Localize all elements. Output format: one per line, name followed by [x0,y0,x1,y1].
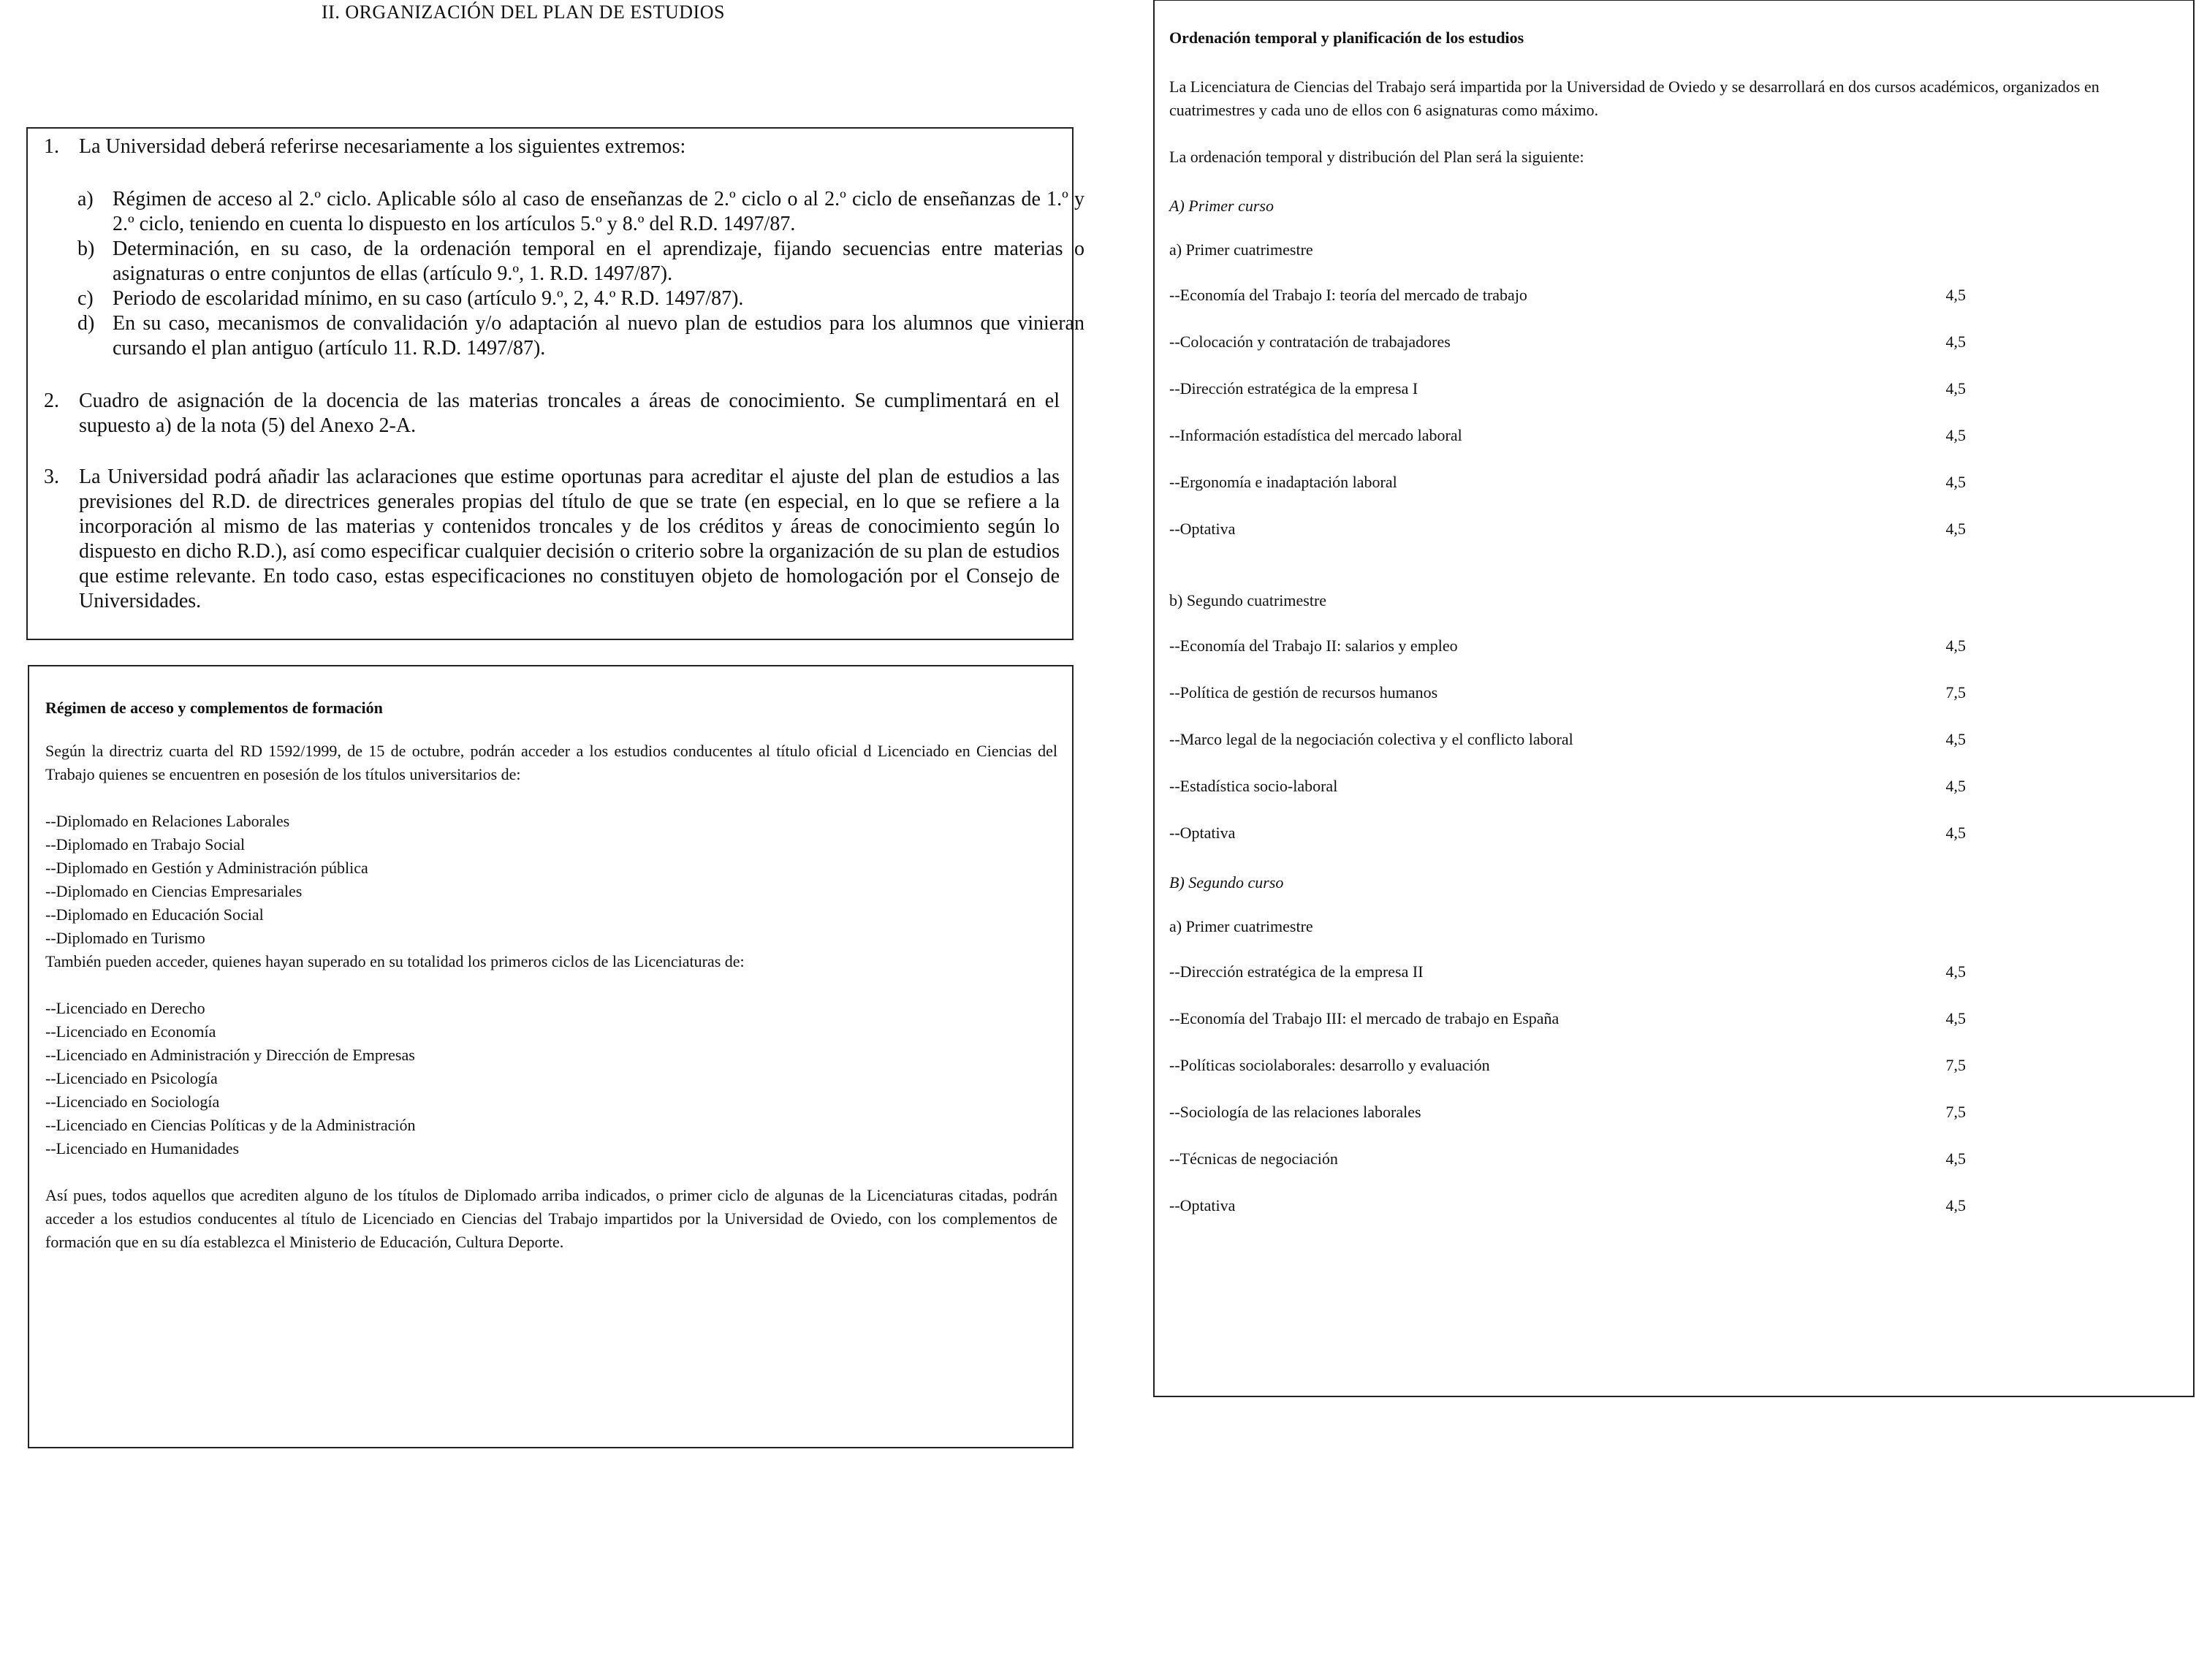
course-credits: 4,5 [1945,962,1966,981]
course-name: --Marco legal de la negociación colectiva y el conflicto laboral [1169,730,1573,748]
course-name: --Política de gestión de recursos humanos [1169,683,1438,702]
ordenacion-distribucion: La ordenación temporal y distribución del Plan será la siguiente: [1169,148,1584,166]
curso1-cuat2-heading: b) Segundo cuatrimestre [1169,591,1327,609]
course-name: --Dirección estratégica de la empresa II [1169,962,1424,981]
sub-text: En su caso, mecanismos de convalidación y/o adaptación al nuevo plan de estudios para los alumnos que vinieran cursando el plan antiguo (artículo 11. R.D. 1497/87). [113,312,1084,360]
course-credits: 4,5 [1945,777,1966,795]
sub-text: Régimen de acceso al 2.º ciclo. Aplicable sólo al caso de enseñanzas de 2.º ciclo o al 2.º ciclo de enseñanzas de 1.º y 2.º ciclo, teniendo en cuenta lo dispuesto en los artículos 5.º y 8.º del R.D. 1497/87. [113,188,1084,235]
curso1-heading: A) Primer curso [1169,197,1274,215]
course-row [1169,730,1966,753]
course-name: --Optativa [1169,824,1236,842]
course-row [1169,1056,1966,1079]
list-item: --Diplomado en Trabajo Social [45,835,246,854]
course-row [1169,636,1966,660]
sub-text: Determinación, en su caso, de la ordenación temporal en el aprendizaje, fijando secuencias entre materias o asignaturas o entre conjuntos de ellas (artículo 9.º, 1. R.D. 1497/87). [113,237,1084,285]
course-name: --Optativa [1169,1196,1236,1215]
acceso-box [28,665,1074,1448]
course-row [1169,777,1966,800]
ordenacion-title: Ordenación temporal y planificación de los estudios [1169,28,1524,47]
curso2-cuat1-heading: a) Primer cuatrimestre [1169,917,1313,935]
list-item: --Licenciado en Derecho [45,999,205,1017]
course-name: --Técnicas de negociación [1169,1149,1338,1168]
sub-label: b) [77,237,95,260]
course-row [1169,520,1966,543]
list-item: --Diplomado en Gestión y Administración pública [45,859,368,877]
curso1-cuat1-heading: a) Primer cuatrimestre [1169,240,1313,259]
list-item: --Diplomado en Turismo [45,929,205,947]
instruction-number: 1. [44,135,59,158]
course-row [1169,1196,1966,1220]
curso2-heading: B) Segundo curso [1169,873,1284,892]
list-item: --Licenciado en Economía [45,1022,216,1041]
sub-label: d) [77,312,95,335]
list-item: --Licenciado en Sociología [45,1092,220,1111]
course-credits: 4,5 [1945,473,1966,491]
licenciados-list [45,997,415,1160]
course-name: --Economía del Trabajo III: el mercado de trabajo en España [1169,1009,1559,1027]
course-row [1169,332,1966,356]
course-name: --Políticas sociolaborales: desarrollo y evaluación [1169,1056,1490,1074]
course-name: --Optativa [1169,520,1236,538]
course-credits: 4,5 [1945,379,1966,398]
list-item: --Licenciado en Administración y Dirección de Empresas [45,1046,415,1064]
course-credits: 7,5 [1945,1103,1966,1121]
course-name: --Ergonomía e inadaptación laboral [1169,473,1397,491]
course-row [1169,1149,1966,1173]
course-name: --Colocación y contratación de trabajadores [1169,332,1451,351]
course-row [1169,1103,1966,1126]
instruction-text: La Universidad deberá referirse necesariamente a los siguientes extremos: [79,135,686,158]
course-row [1169,1009,1966,1033]
list-item: --Licenciado en Ciencias Políticas y de la Administración [45,1116,416,1134]
sub-text: Periodo de escolaridad mínimo, en su caso (artículo 9.º, 2, 4.º R.D. 1497/87). [113,287,744,310]
course-credits: 4,5 [1945,730,1966,748]
course-name: --Estadística socio-laboral [1169,777,1338,795]
list-item: --Licenciado en Psicología [45,1069,218,1087]
course-row [1169,683,1966,707]
ordenacion-intro: La Licenciatura de Ciencias del Trabajo será impartida por la Universidad de Oviedo y se desarrollará en dos cursos académicos, organizados en cuatrimestres y cada uno de ellos con 6 asignaturas como máximo. [1169,77,2100,119]
sub-label: a) [77,188,94,210]
acceso-tambien: También pueden acceder, quienes hayan superado en su totalidad los primeros ciclos de las Licenciaturas de: [45,952,745,970]
ordenacion-box [1153,0,2195,1397]
course-name: --Dirección estratégica de la empresa I [1169,379,1418,398]
instruction-number: 2. [44,389,59,412]
instruction-text: La Universidad podrá añadir las aclaraciones que estime oportunas para acreditar el ajuste del plan de estudios a las previsiones del R.D. de directrices generales propias del título de que se trate (en especial, en lo que se refiere a la incorporación al mismo de las materias y contenidos troncales y de los créditos y áreas de conocimiento según lo dispuesto en dicho R.D.), así como especificar cualquier decisión o criterio sobre la organización de su plan de estudios que estime relevante. En todo caso, estas especificaciones no constituyen objeto de homologación por el Consejo de Universidades. [79,465,1060,612]
course-row [1169,426,1966,449]
course-row [1169,824,1966,847]
list-item: --Licenciado en Humanidades [45,1139,240,1158]
course-name: --Economía del Trabajo II: salarios y empleo [1169,636,1458,655]
instructions-box [26,127,1084,640]
course-credits: 4,5 [1945,426,1966,444]
course-credits: 4,5 [1945,520,1966,538]
course-name: --Sociología de las relaciones laborales [1169,1103,1421,1121]
course-name: --Información estadística del mercado laboral [1169,426,1462,444]
acceso-title: Régimen de acceso y complementos de formación [45,699,383,717]
page-title: II. ORGANIZACIÓN DEL PLAN DE ESTUDIOS [322,1,725,23]
course-row [1169,962,1966,986]
course-credits: 4,5 [1945,332,1966,351]
course-credits: 4,5 [1945,286,1966,304]
acceso-intro: Según la directriz cuarta del RD 1592/1999, de 15 de octubre, podrán acceder a los estudios conducentes al título oficial d Licenciado en Ciencias del Trabajo quienes se encuentren en posesión de los títulos universitarios de: [45,742,1057,783]
sub-label: c) [77,287,94,310]
course-credits: 4,5 [1945,824,1966,842]
list-item: --Diplomado en Relaciones Laborales [45,812,290,830]
course-credits: 4,5 [1945,1196,1966,1215]
course-credits: 7,5 [1945,683,1966,702]
diplomados-list [45,810,368,950]
course-credits: 7,5 [1945,1056,1966,1074]
course-credits: 4,5 [1945,1009,1966,1027]
course-name: --Economía del Trabajo I: teoría del mercado de trabajo [1169,286,1527,304]
instruction-number: 3. [44,465,59,488]
instruction-text: Cuadro de asignación de la docencia de las materias troncales a áreas de conocimiento. Se cumplimentará en el supuesto a) de la nota (5) del Anexo 2-A. [79,389,1060,437]
list-item: --Diplomado en Ciencias Empresariales [45,882,303,900]
course-row [1169,473,1966,496]
list-item: --Diplomado en Educación Social [45,905,264,924]
course-credits: 4,5 [1945,636,1966,655]
course-credits: 4,5 [1945,1149,1966,1168]
course-row [1169,379,1966,403]
acceso-conclusion: Así pues, todos aquellos que acrediten alguno de los títulos de Diplomado arriba indicados, o primer ciclo de algunas de la Licenciaturas citadas, podrán acceder a los estudios conducentes al título de Licenciado en Ciencias del Trabajo impartidos por la Universidad de Oviedo, con los complementos de formación que en su día establezca el Ministerio de Educación, Cultura Deporte. [45,1186,1057,1251]
course-row [1169,286,1966,309]
